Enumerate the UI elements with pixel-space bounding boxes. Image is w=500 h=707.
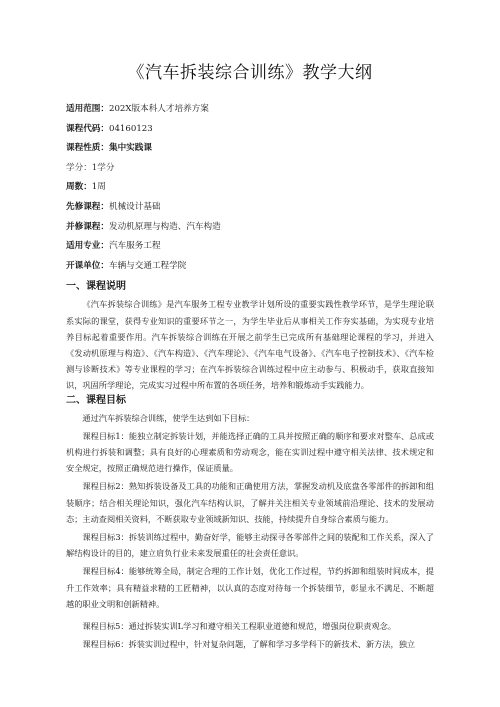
paragraph-objectives-intro: 通过汽车拆装综合训练，使学生达到如下目标： bbox=[82, 412, 255, 423]
meta-key: 开课单位： bbox=[66, 260, 109, 271]
meta-corequisite bbox=[66, 222, 434, 232]
document-title: 《汽车拆装综合训练》教学大纲 bbox=[127, 63, 373, 83]
meta-key: 课程性质： bbox=[66, 143, 109, 154]
paragraph-objective-2: 课程目标2：熟知拆装设备及工具的功能和正确使用方法，掌握发动机及底盘各零部件的拆卸和组装顺序；结合相关理论知识，强化汽车结构认识，了解并关注相关专业领域前沿理论、技术的发展动态；主动查阅相关资料，不断获取专业领域新知识、技能，持续提升自身综合素质与能力。 bbox=[66, 481, 434, 524]
paragraph-objective-1: 课程目标1：能独立制定拆装计划，并能选择正确的工具并按照正确的顺序和要求对整车、总成或机构进行拆装和调整；具有良好的心理素质和劳动观念，能在实训过程中遵守相关法律、技术规定和安全规定，按照正确规范进行操作，保证质量。 bbox=[66, 430, 434, 474]
paragraph-objective-4: 课程目标4：能够统筹全局，制定合理的工作计划，优化工作过程，节约拆卸和组装时间成本，提升工作效率；具有精益求精的工匠精神，以认真的态度对待每一个拆装细节，彰显永不满足、不断超越的职业文明和创新精神。 bbox=[66, 566, 434, 609]
paragraph-objective-5: 课程目标5：通过拆装实训L学习和遵守相关工程职业道德和规范，增强岗位职责观念。 bbox=[82, 621, 396, 631]
meta-value: 学分：1学分 bbox=[66, 162, 115, 173]
meta-department bbox=[66, 261, 434, 271]
meta-key: 并修课程： bbox=[66, 221, 109, 232]
meta-prerequisite bbox=[66, 202, 434, 212]
meta-course-nature bbox=[66, 143, 434, 153]
meta-value: 汽车服务工程 bbox=[108, 241, 161, 252]
meta-value: 集中实践课 bbox=[108, 143, 152, 154]
meta-credits bbox=[66, 163, 434, 173]
meta-key: 课程代码： bbox=[66, 123, 109, 134]
paragraph-course-description: 《汽车拆装综合训练》是汽车服务工程专业教学计划所设的重要实践性教学环节，是学生理论联系实际的课堂，获得专业知识的重要环节之一，为学生毕业后从事相关工作夯实基础，为实现专业培养目标起着重要作用。汽车拆装综合训练在开展之前学生已完成所有基础理论课程的学习，并进入《发动机原理与构造》、《汽车构造》、《汽车理论》、《汽车电气设备》、《汽车电子控制技术》、《汽车检测与诊断技术》等专业课程的学习；在汽车拆装综合训练过程中应主动参与、积极动手，获取直接知识，巩固所学理论，完成实习过程中所布置的各项任务，培养和锻炼动手实践能力。 bbox=[66, 299, 434, 391]
meta-value: 1周 bbox=[91, 182, 106, 193]
meta-key: 周数： bbox=[66, 182, 92, 193]
meta-key: 适用专业： bbox=[66, 241, 109, 252]
meta-value: 发动机原理与构造、汽车构造 bbox=[108, 221, 221, 232]
section-heading-course-description: 一、课程说明 bbox=[66, 281, 126, 293]
meta-major bbox=[66, 241, 434, 251]
section-heading-course-objectives: 二、课程目标 bbox=[66, 394, 126, 406]
meta-weeks bbox=[66, 182, 434, 192]
meta-value: 04160123 bbox=[108, 123, 153, 134]
paragraph-objective-3: 课程目标3：拆装训练过程中，勤奋好学，能够主动探寻各零部件之间的装配和工作关系，深入了解结构设计的目的，建立肩负行业未来发展重任的社会责任意识。 bbox=[66, 531, 434, 559]
meta-key: 先修课程： bbox=[66, 201, 109, 212]
meta-value: 机械设计基础 bbox=[108, 201, 161, 212]
paragraph-objective-6: 课程目标6：拆装实训过程中，针对复杂问题，了解和学习多学科下的新技术、新方法，独立 bbox=[82, 639, 416, 650]
meta-value: 202X版本科人才培养方案 bbox=[108, 104, 209, 114]
meta-course-code bbox=[66, 124, 434, 134]
course-meta bbox=[66, 104, 434, 271]
meta-key: 适用范围： bbox=[66, 104, 109, 114]
meta-scope bbox=[66, 104, 434, 114]
meta-value: 车辆与交通工程学院 bbox=[108, 260, 187, 271]
